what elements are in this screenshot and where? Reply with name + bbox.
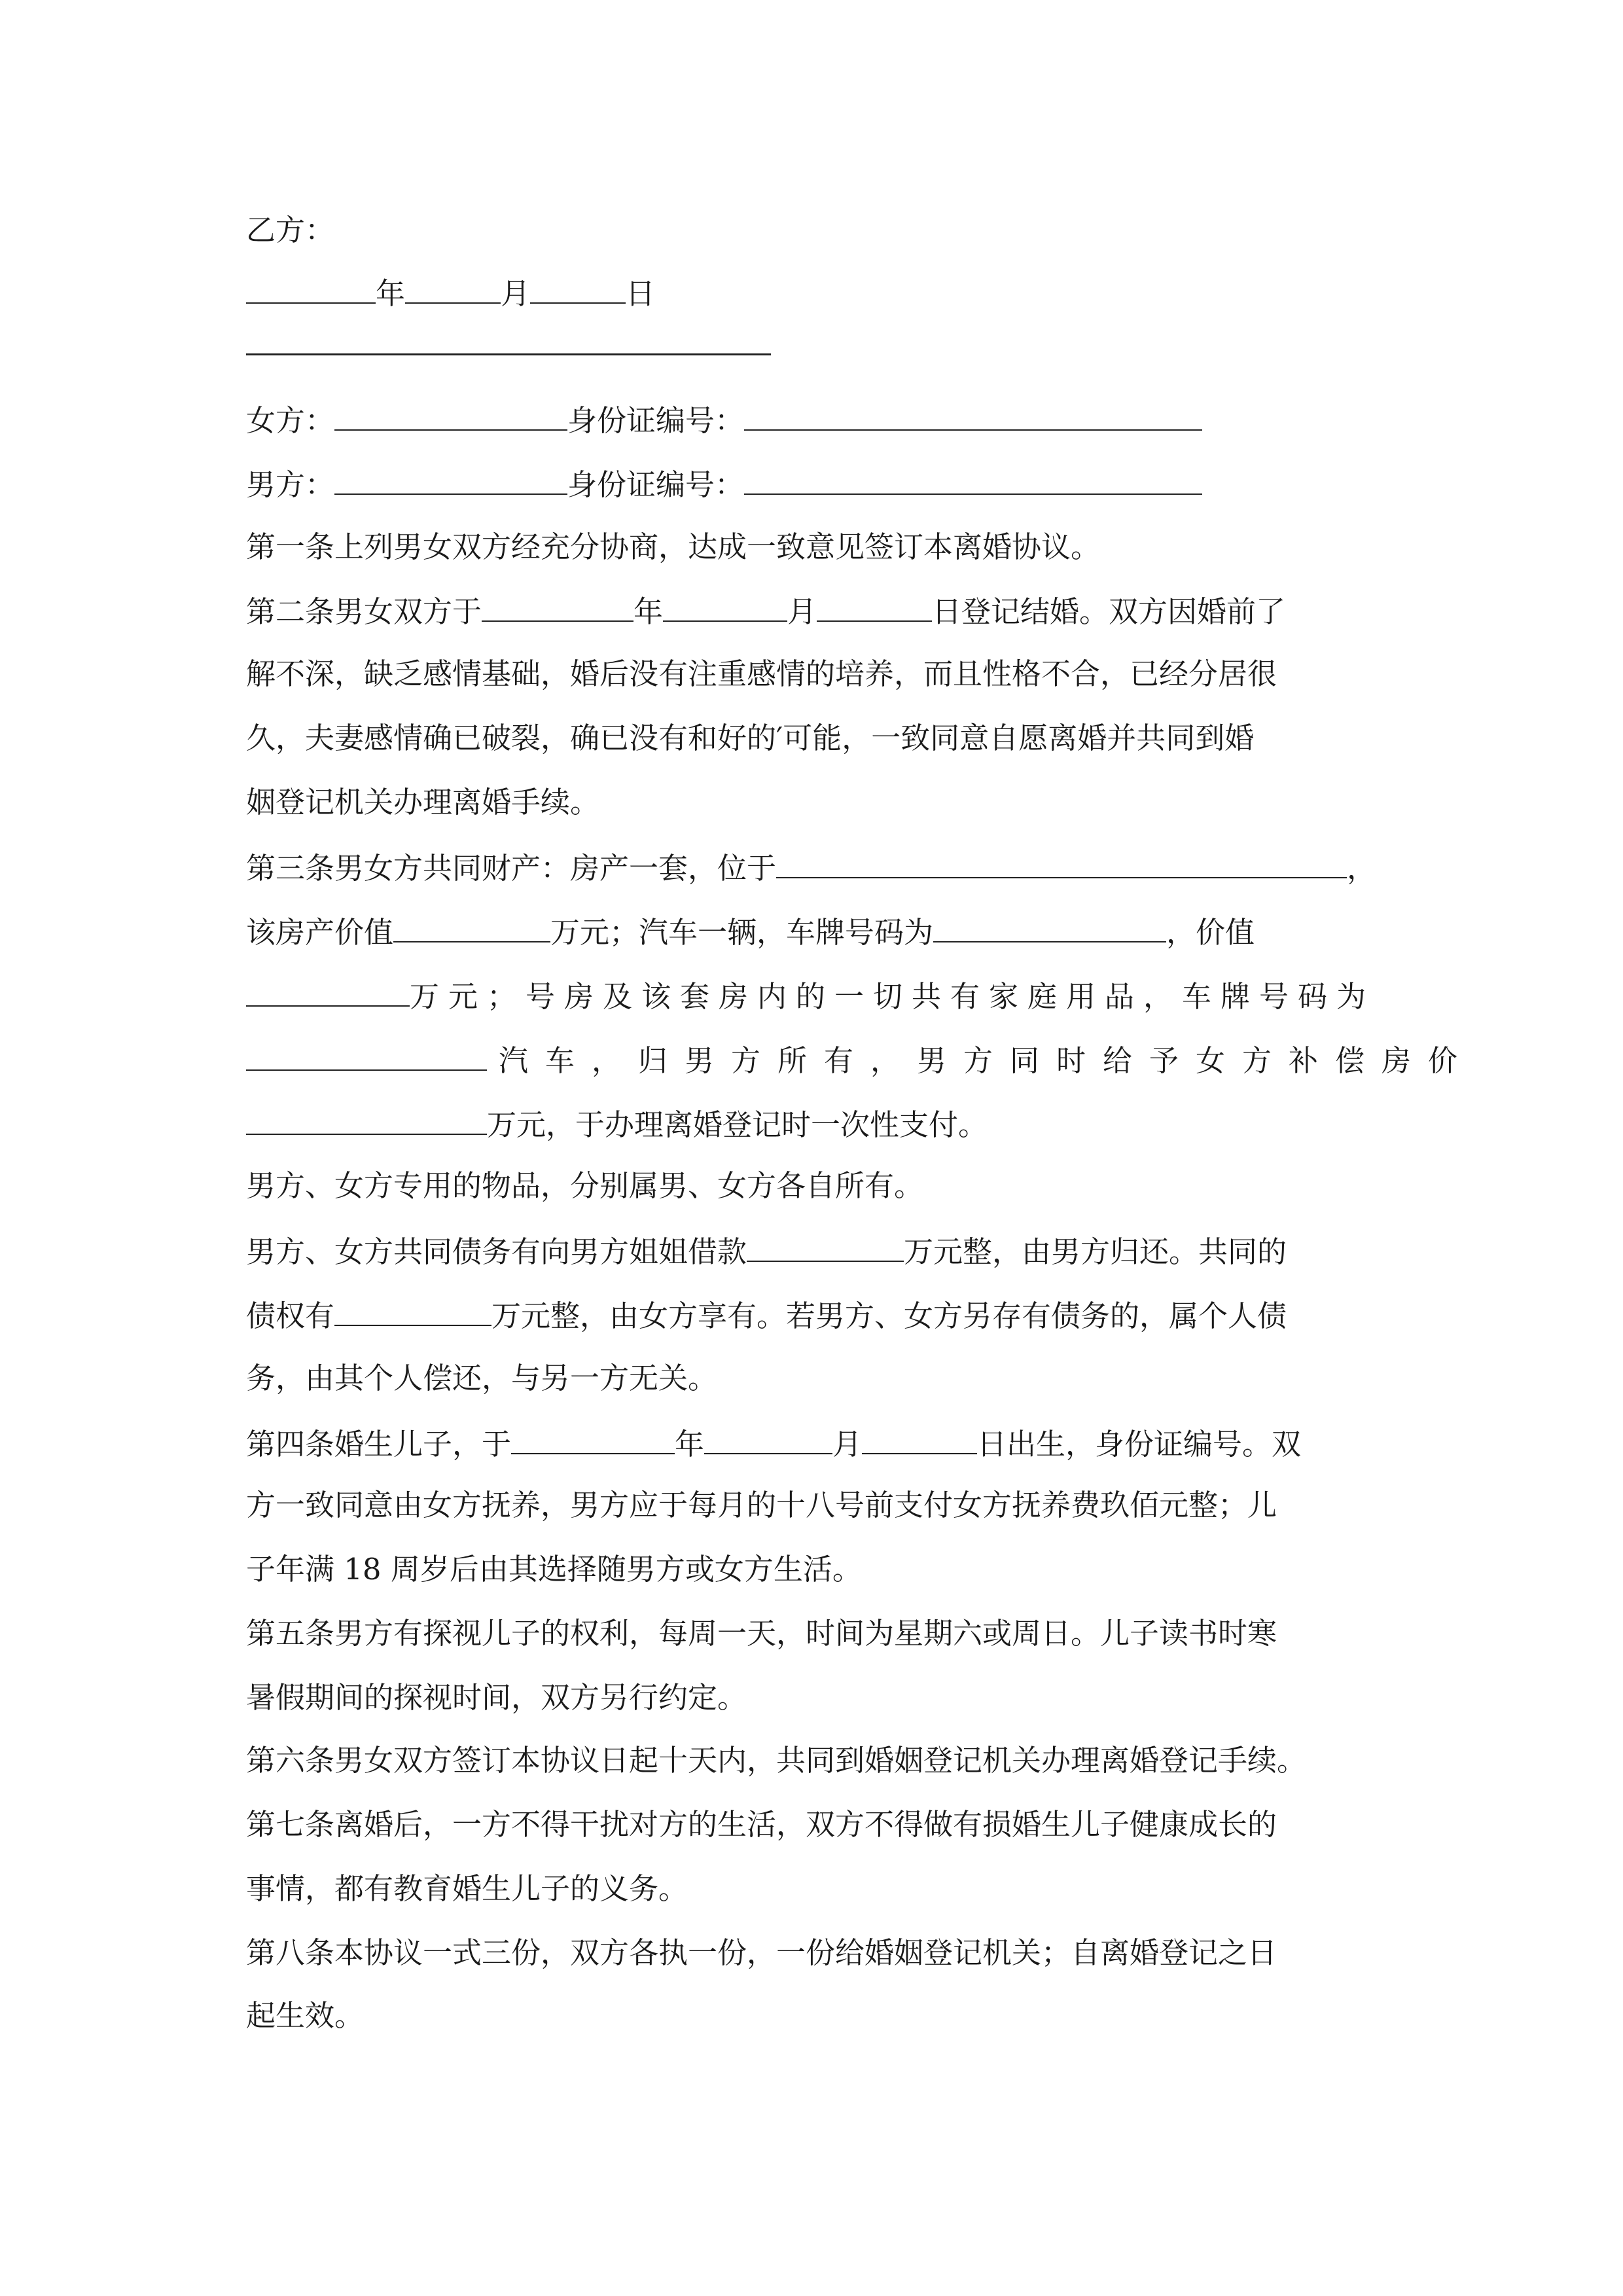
- article-3-line-5: [246, 1103, 988, 1143]
- date-line: [246, 272, 655, 312]
- house-value-label: 该房产价值: [246, 915, 394, 950]
- personal-items: 男方、女方专用的物品，分别属男、女方各自所有。: [246, 1168, 924, 1203]
- article-2-line-3: 久，夫妻感情确已破裂，确已没有和好的′可能，一致同意自愿离婚并共同到婚: [246, 721, 1255, 755]
- article-2-rest: 日登记结婚。双方因婚前了: [932, 594, 1286, 629]
- article-3-comma: ，: [1347, 851, 1377, 886]
- article-5-line-1: 第五条男方有探视儿子的权利，每周一天，时间为星期六或周日。儿子读书时寒: [246, 1616, 1277, 1651]
- male-id-line: [246, 463, 1202, 503]
- birth-year-blank: [511, 1423, 675, 1454]
- day-label: 日: [626, 276, 656, 311]
- year-label: 年: [376, 276, 406, 311]
- debt-text: 男方、女方共同债务有向男方姐姐借款: [246, 1234, 747, 1269]
- separator-rule: [246, 353, 771, 355]
- article-3-line-3: [246, 975, 1375, 1014]
- article-8-line-2: 起生效。: [246, 1998, 365, 2033]
- article-3-text-3: 万元；号房及该套房内的一切共有家庭用品，车牌号码为: [410, 979, 1376, 1014]
- birth-month-blank: [704, 1423, 832, 1454]
- marriage-year-blank: [482, 590, 633, 622]
- male-id-blank: [744, 463, 1202, 495]
- party-b-label: 乙方：: [246, 213, 335, 247]
- article-5-line-2: 暑假期间的探视时间，双方另行约定。: [246, 1680, 747, 1715]
- article-3-line-1: [246, 847, 1376, 886]
- article-4-line-3: 子年满 18 周岁后由其选择随男方或女方生活。: [246, 1552, 862, 1587]
- marriage-day-blank: [817, 590, 932, 622]
- article-1: 第一条上列男女双方经充分协商，达成一致意见签订本离婚协议。: [246, 529, 1101, 564]
- article-6: 第六条男女双方签订本协议日起十天内，共同到婚姻登记机关办理离婚登记手续。: [246, 1743, 1307, 1778]
- credit-amount-blank: [334, 1295, 491, 1326]
- article-3-line-2: [246, 911, 1255, 950]
- marriage-month-blank: [663, 590, 787, 622]
- debt-text-rest: 万元整，由男方归还。共同的: [904, 1234, 1287, 1269]
- debt-line-1: [246, 1230, 1287, 1270]
- day-blank: [530, 272, 626, 304]
- article-2-line-1: [246, 590, 1285, 630]
- birth-day-blank: [862, 1423, 977, 1454]
- credit-text-rest: 万元整，由女方享有。若男方、女方另存有债务的，属个人债: [491, 1299, 1287, 1333]
- article-4-year: 年: [675, 1427, 705, 1462]
- credit-text: 债权有: [246, 1299, 335, 1333]
- article-2-line-4: 姻登记机关办理离婚手续。: [246, 785, 600, 819]
- article-7-line-1: 第七条离婚后，一方不得干扰对方的生活，双方不得做有损婚生儿子健康成长的: [246, 1807, 1277, 1842]
- article-3-text-5: 万元，于办理离婚登记时一次性支付。: [487, 1107, 988, 1142]
- car-value-blank: [246, 975, 410, 1007]
- female-id-line: [246, 399, 1202, 439]
- male-label: 男方：: [246, 467, 335, 502]
- article-4-line-2: 方一致同意由女方抚养，男方应于每月的十八号前支付女方抚养费玖佰元整；儿: [246, 1488, 1277, 1522]
- debt-line-2: [246, 1295, 1287, 1334]
- article-2-month: 月: [787, 594, 817, 629]
- debt-line-3: 务，由其个人偿还，与另一方无关。: [246, 1361, 718, 1395]
- house-value-blank: [393, 911, 550, 942]
- female-label: 女方：: [246, 403, 335, 438]
- male-id-label: 身份证编号：: [567, 467, 745, 502]
- article-3-line-4: [246, 1039, 1474, 1079]
- compensation-blank: [246, 1103, 487, 1135]
- car-value-label: ，价值: [1166, 915, 1255, 950]
- article-4-line-1: [246, 1423, 1301, 1462]
- female-id-label: 身份证编号：: [567, 403, 745, 438]
- article-8-line-1: 第八条本协议一式三份，双方各执一份，一份给婚姻登记机关；自离婚登记之日: [246, 1935, 1277, 1970]
- year-blank: [246, 272, 376, 304]
- article-4-month: 月: [832, 1427, 863, 1462]
- article-4-rest: 日出生，身份证编号。双: [977, 1427, 1302, 1462]
- car-plate-blank: [933, 911, 1166, 942]
- female-id-blank: [744, 399, 1202, 431]
- month-label: 月: [501, 276, 531, 311]
- car-plate-label: 万元；汽车一辆，车牌号码为: [550, 915, 934, 950]
- female-name-blank: [334, 399, 567, 431]
- male-name-blank: [334, 463, 567, 495]
- month-blank: [405, 272, 501, 304]
- article-3-text: 第三条男女方共同财产：房产一套，位于: [246, 851, 777, 886]
- article-2-year: 年: [633, 594, 664, 629]
- article-4-text: 第四条婚生儿子，于: [246, 1427, 512, 1462]
- property-location-blank: [776, 847, 1347, 878]
- article-2-text: 第二条男女双方于: [246, 594, 482, 629]
- debt-amount-blank: [747, 1230, 904, 1262]
- article-3-text-4: 汽车，归男方所有，男方同时给予女方补偿房价: [499, 1043, 1475, 1078]
- article-2-line-2: 解不深，缺乏感情基础，婚后没有注重感情的培养，而且性格不合，已经分居很: [246, 656, 1277, 691]
- plate-number-blank: [246, 1039, 487, 1071]
- article-7-line-2: 事情，都有教育婚生儿子的义务。: [246, 1871, 688, 1906]
